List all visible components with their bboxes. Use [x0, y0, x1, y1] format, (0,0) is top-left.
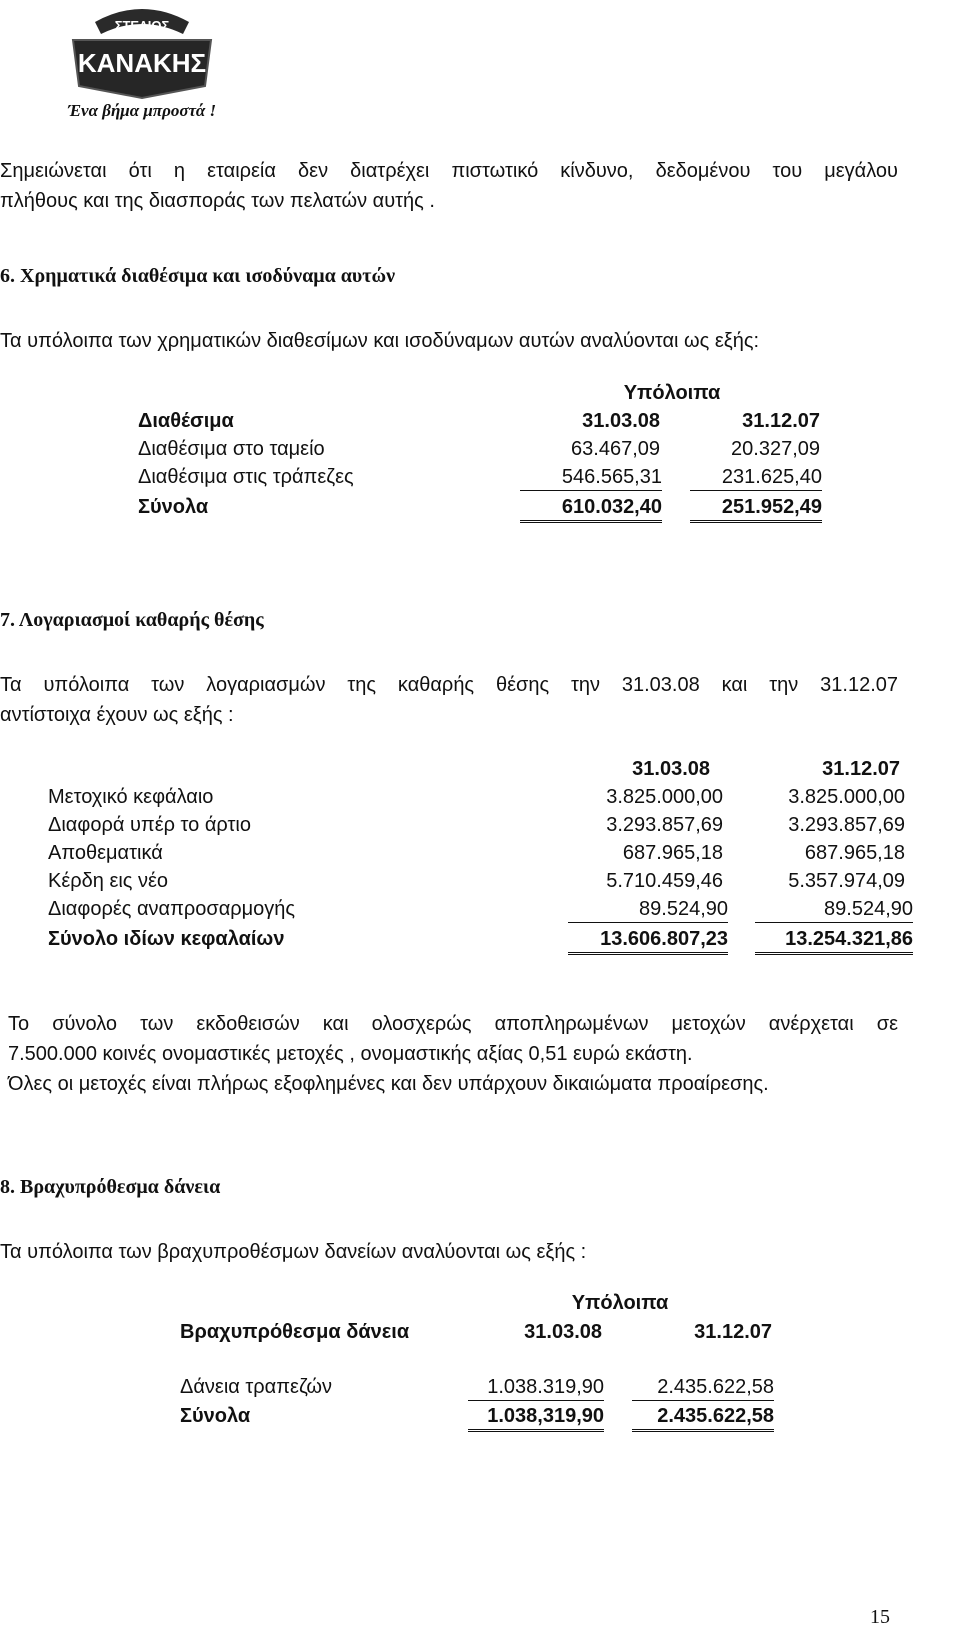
- equity-table: [0, 756, 960, 966]
- equity-row-label: Αποθεματικά: [48, 842, 163, 864]
- equity-row-value: 5.710.459,46: [606, 870, 723, 892]
- equity-row-label: Διαφορές αναπροσαρμογής: [48, 898, 296, 920]
- loans-col2-header: 31.12.07: [694, 1321, 772, 1343]
- loans-total-value: 1.038,319,90: [468, 1403, 604, 1432]
- equity-row-value: 687.965,18: [804, 842, 905, 864]
- cash-col2-header: 31.12.07: [742, 410, 820, 432]
- cash-total-value: 610.032,40: [520, 494, 662, 523]
- equity-row-label: Διαφορά υπέρ το άρτιο: [48, 814, 251, 836]
- equity-row-value: 5.357.974,09: [788, 870, 905, 892]
- equity-row-value: 3.293.857,69: [606, 814, 723, 836]
- shares-note-line-2: 7.500.000 κοινές ονομαστικές μετοχές , ονομαστικής αξίας 0,51 ευρώ εκάστη.: [8, 1043, 693, 1065]
- loans-label-header: Βραχυπρόθεσμα δάνεια: [180, 1321, 410, 1343]
- intro-line-1: Σημειώνεται ότι η εταιρεία δεν διατρέχει πιστωτικό κίνδυνο, δεδομένου του μεγάλου: [0, 160, 898, 182]
- section-8-intro: Τα υπόλοιπα των βραχυπροθέσμων δανείων αναλύονται ως εξής :: [0, 1241, 587, 1263]
- equity-total-value: 13.254.321,86: [755, 926, 913, 955]
- logo-slogan: Ένα βήμα μπροστά !: [67, 101, 217, 120]
- cash-row-value: 546.565,31: [520, 464, 662, 491]
- cash-table: [0, 380, 960, 560]
- section-7-intro: [0, 670, 898, 730]
- equity-row-value: 3.825.000,00: [788, 786, 905, 808]
- section-6-heading: 6. Χρηματικά διαθέσιμα και ισοδύναμα αυτών: [0, 265, 396, 287]
- equity-row-value: 3.293.857,69: [788, 814, 905, 836]
- equity-total-label: Σύνολο ιδίων κεφαλαίων: [48, 928, 285, 950]
- logo-top-text: ΣΤΕΛΙΟΣ: [114, 18, 170, 33]
- cash-label-header: Διαθέσιμα: [138, 410, 234, 432]
- section-6-intro: Τα υπόλοιπα των χρηματικών διαθεσίμων και ισοδύναμων αυτών αναλύονται ως εξής:: [0, 330, 760, 352]
- loans-table: [0, 1290, 960, 1440]
- equity-row-label: Μετοχικό κεφάλαιο: [48, 786, 214, 808]
- section-7-intro-line-1: Τα υπόλοιπα των λογαριασμών της καθαρής θέσης την 31.03.08 και την 31.12.07: [0, 674, 898, 696]
- loans-col1-header: 31.03.08: [524, 1321, 602, 1343]
- section-8-heading: 8. Βραχυπρόθεσμα δάνεια: [0, 1176, 221, 1198]
- cash-row-value: 20.327,09: [731, 438, 820, 460]
- logo-graphic: [55, 0, 230, 125]
- equity-row-value: 89.524,90: [568, 896, 728, 923]
- cash-col1-header: 31.03.08: [582, 410, 660, 432]
- shares-note: [8, 1009, 898, 1099]
- loans-total-value: 2.435.622,58: [632, 1403, 774, 1432]
- section-7-intro-line-2: αντίστοιχα έχουν ως εξής :: [0, 704, 234, 726]
- loans-balances-header: Υπόλοιπα: [571, 1292, 669, 1314]
- cash-total-label: Σύνολα: [138, 496, 209, 518]
- equity-col2-header: 31.12.07: [822, 758, 900, 780]
- shares-note-line-1: Το σύνολο των εκδοθεισών και ολοσχερώς αποπληρωμένων μετοχών ανέρχεται σε: [8, 1013, 898, 1035]
- equity-row-label: Κέρδη εις νέο: [48, 870, 169, 892]
- cash-row-label: Διαθέσιμα στις τράπεζες: [138, 466, 354, 488]
- loans-row-value: 1.038.319,90: [468, 1374, 604, 1401]
- cash-balances-header: Υπόλοιπα: [623, 382, 721, 404]
- equity-row-value: 687.965,18: [622, 842, 723, 864]
- cash-total-value: 251.952,49: [690, 494, 822, 523]
- equity-total-value: 13.606.807,23: [568, 926, 728, 955]
- section-7-heading: 7. Λογαριασμοί καθαρής θέσης: [0, 609, 264, 631]
- cash-row-value: 231.625,40: [690, 464, 822, 491]
- loans-row-value: 2.435.622,58: [632, 1374, 774, 1401]
- page-number: 15: [870, 1606, 890, 1628]
- company-logo: [55, 0, 230, 125]
- cash-row-value: 63.467,09: [571, 438, 660, 460]
- loans-total-label: Σύνολα: [180, 1405, 251, 1427]
- equity-row-value: 89.524,90: [755, 896, 913, 923]
- cash-row-label: Διαθέσιμα στο ταμείο: [138, 438, 325, 460]
- logo-main-text: ΚΑΝΑΚΗΣ: [77, 48, 207, 78]
- intro-line-2: πλήθους και της διασποράς των πελατών αυτής .: [0, 190, 435, 212]
- loans-row-label: Δάνεια τραπεζών: [180, 1376, 333, 1398]
- equity-col1-header: 31.03.08: [632, 758, 710, 780]
- equity-row-value: 3.825.000,00: [606, 786, 723, 808]
- shares-note-line-3: Όλες οι μετοχές είναι πλήρως εξοφλημένες και δεν υπάρχουν δικαιώματα προαίρεσης.: [8, 1073, 769, 1095]
- intro-paragraph: [0, 156, 898, 216]
